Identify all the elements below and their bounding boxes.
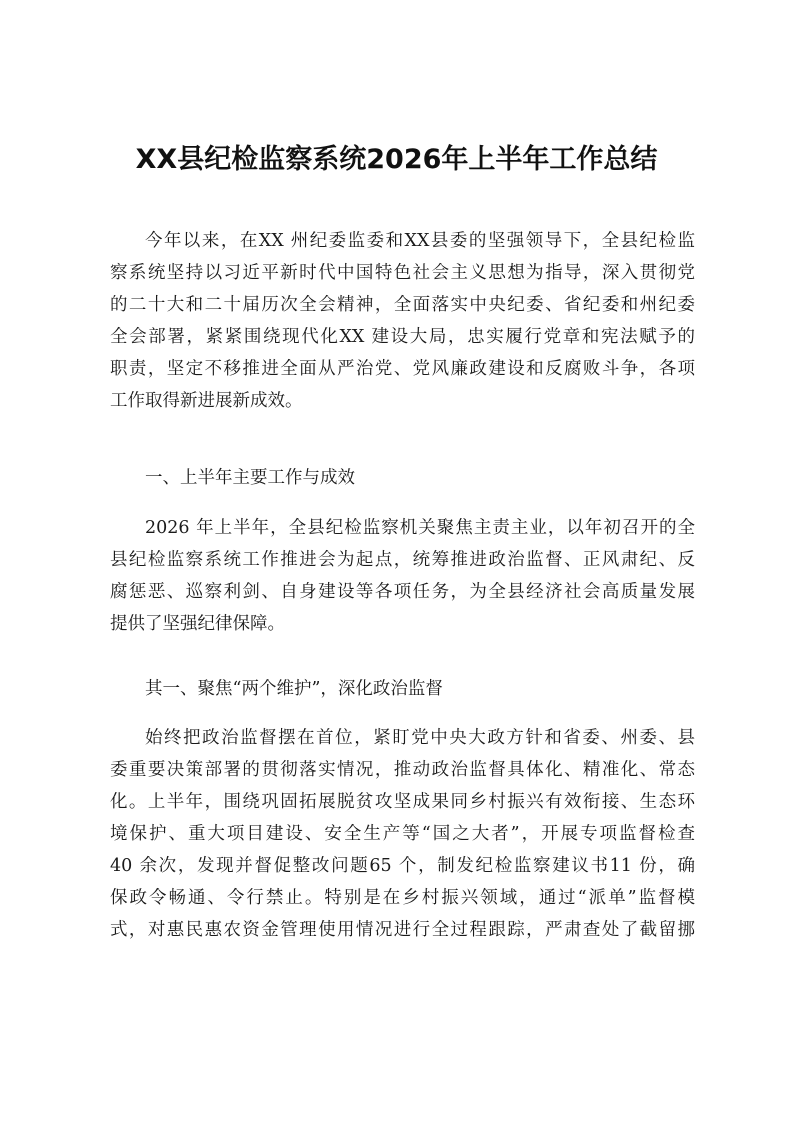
text-line: 式，对惠民惠农资金管理使用情况进行全过程跟踪，严肃查处了截留挪: [110, 920, 695, 940]
text-line: 的二十大和二十届历次全会精神，全面落实中央纪委、省纪委和州纪委: [110, 295, 695, 315]
text-line: 职责，坚定不移推进全面从严治党、党风廉政建设和反腐败斗争，各项: [110, 359, 695, 379]
heading-line: 一、上半年主要工作与成效: [145, 468, 355, 488]
text-line: 保政令畅通、令行禁止。特别是在乡村振兴领域，通过“派单”监督模: [110, 888, 695, 908]
text-line: 工作取得新进展新成效。: [110, 391, 303, 411]
text-line: 全会部署，紧紧围绕现代化XX 建设大局，忠实履行党章和宪法赋予的: [110, 327, 695, 347]
text-line: 始终把政治监督摆在首位，紧盯党中央大政方针和省委、州委、县: [145, 728, 695, 748]
paragraph-overview: [110, 512, 695, 640]
text-line: 察系统坚持以习近平新时代中国特色社会主义思想为指导，深入贯彻党: [110, 263, 695, 283]
paragraph-intro: [110, 225, 695, 417]
section-heading-political-supervision: [110, 673, 695, 705]
heading-line: 其一、聚焦“两个维护”，深化政治监督: [145, 679, 443, 699]
text-line: 县纪检监察系统工作推进会为起点，统筹推进政治监督、正风肃纪、反: [110, 550, 695, 570]
text-line: 提供了坚强纪律保障。: [110, 614, 285, 634]
text-line: 境保护、重大项目建设、安全生产等“国之大者”，开展专项监督检查: [110, 824, 695, 844]
document-title: XX县纪检监察系统2026年上半年工作总结: [135, 144, 658, 175]
paragraph-political-supervision: [110, 722, 695, 946]
text-line: 化。上半年，围绕巩固拓展脱贫攻坚成果同乡村振兴有效衔接、生态环: [110, 792, 695, 812]
text-line: 40 余次，发现并督促整改问题65 个，制发纪检监察建议书11 份，确: [110, 856, 695, 876]
text-line: 腐惩恶、巡察利剑、自身建设等各项任务，为全县经济社会高质量发展: [110, 582, 695, 602]
text-line: 2026 年上半年，全县纪检监察机关聚焦主责主业，以年初召开的全: [145, 518, 695, 538]
text-line: 今年以来，在XX 州纪委监委和XX县委的坚强领导下，全县纪检监: [145, 231, 695, 251]
text-line: 委重要决策部署的贯彻落实情况，推动政治监督具体化、精准化、常态: [110, 760, 695, 780]
section-heading-main-work: [110, 462, 695, 494]
